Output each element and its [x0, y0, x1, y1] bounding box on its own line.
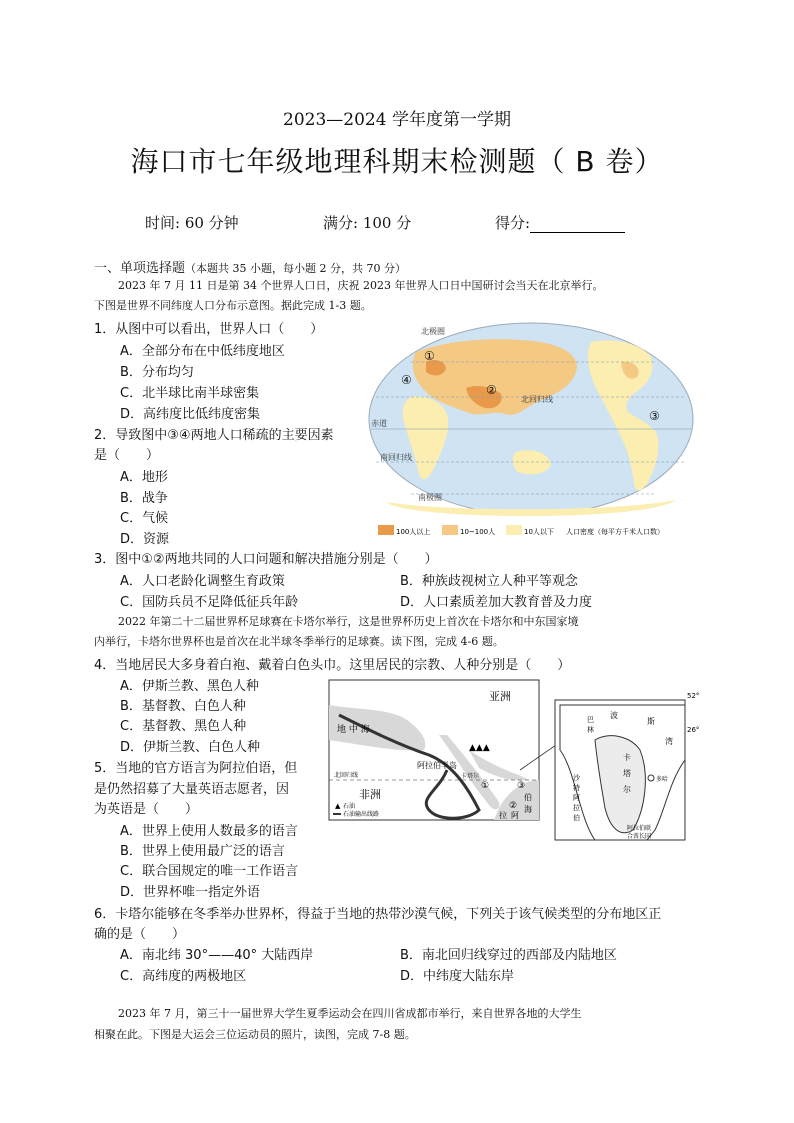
- intro3-line2: 相聚在此。下图是大运会三位运动员的照片，读图，完成 7-8 题。: [94, 1028, 416, 1041]
- q5-option-b[interactable]: B．世界上使用最广泛的语言: [120, 844, 285, 859]
- q6-option-d[interactable]: D．中纬度大陆东岸: [400, 969, 515, 984]
- intro1-line2: 下图是世界不同纬度人口分布示意图。据此完成 1-3 题。: [94, 299, 372, 312]
- inset-gulf-3: 湾: [665, 737, 673, 746]
- q2-option-b[interactable]: B．战争: [120, 491, 168, 506]
- q3-stem: 3．图中①②两地共同的人口问题和解决措施分别是（ ）: [94, 552, 438, 567]
- q3-option-c[interactable]: C．国防兵员不足降低征兵年龄: [120, 595, 299, 610]
- sea-label-b: 拉: [499, 811, 507, 820]
- q2-stem: 2．导致图中③④两地人口稀疏的主要因素: [94, 428, 334, 443]
- inset-gulf-2: 斯: [647, 717, 655, 726]
- marker-3: ③: [649, 409, 660, 423]
- sea-label-d: 海: [524, 805, 532, 814]
- exam-title: 海口市七年级地理科期末检测题（ B 卷）: [130, 145, 664, 178]
- map-connector: [520, 740, 560, 780]
- oil-icon: ▲▲▲: [469, 743, 490, 753]
- inset-name-1: 卡: [623, 753, 631, 762]
- intro2-line2: 内举行，卡塔尔世界杯也是首次在北半球冬季举行的足球赛。读下图，完成 4-6 题。: [94, 635, 504, 648]
- world-population-map: [366, 322, 696, 542]
- legend-mid: 10~100人: [460, 528, 496, 536]
- section-title: [94, 257, 406, 276]
- exam-term: 2023—2024 学年度第一学期: [283, 110, 511, 130]
- q6-stem-cont: 确的是（ ）: [94, 927, 186, 942]
- antarctic-label: 南极圈: [418, 493, 442, 502]
- asia-label: 亚洲: [489, 690, 511, 703]
- q2-option-d[interactable]: D．资源: [120, 532, 170, 547]
- inset-name-2: 塔: [623, 769, 631, 778]
- intro1-line1: 2023 年 7 月 11 日是第 34 个世界人口日，庆祝 2023 年世界人口日中国研讨会当天在北京举行。: [118, 279, 604, 292]
- qatar-inset-map: [555, 692, 700, 842]
- legend-oil: 石油: [343, 803, 356, 810]
- q5-stem-cont1: 是仍然招募了大量英语志愿者，因: [94, 782, 290, 797]
- q6-option-b[interactable]: B．南北回归线穿过的西部及内陆地区: [400, 948, 617, 963]
- connector-line: [520, 745, 556, 770]
- inset-lat1: 52°: [687, 692, 700, 700]
- arab-label: 阿拉伯半岛: [417, 761, 457, 770]
- section-note: （本题共 35 小题，每小题 2 分，共 70 分）: [185, 262, 406, 275]
- sea-label-c: 伯: [524, 793, 532, 802]
- legend-high: 100人以上: [396, 528, 431, 536]
- inset-uae-1: 阿拉伯联: [627, 825, 652, 832]
- qatar-label: 卡塔尔: [461, 773, 480, 780]
- marker-2: ②: [486, 383, 497, 397]
- middle-east-map: [329, 680, 539, 820]
- sea-label-a: 阿: [511, 811, 519, 820]
- q2-option-c[interactable]: C．气候: [120, 511, 169, 526]
- q3-option-b[interactable]: B．种族歧视树立人种平等观念: [400, 574, 578, 589]
- q6-option-a[interactable]: A．南北纬 30°——40° 大陆西岸: [120, 948, 314, 963]
- med-label: 地 中 海: [337, 725, 370, 735]
- legend-mid-swatch: [442, 525, 458, 535]
- intro2-line1: 2022 年第二十二届世界杯足球赛在卡塔尔举行，这是世界杯历史上首次在卡塔尔和中东国家境: [118, 615, 579, 628]
- inset-sa-1: 沙: [573, 774, 580, 782]
- marker-route-3: ③: [517, 781, 526, 791]
- equator-label: 赤道: [371, 419, 387, 428]
- q5-option-d[interactable]: D．世界杯唯一指定外语: [120, 885, 261, 900]
- q1-option-d[interactable]: D．高纬度比低纬度密集: [120, 407, 261, 422]
- exam-time: 时间: 60 分钟: [145, 214, 239, 232]
- africa-label: 非洲: [359, 788, 381, 801]
- q2-option-a[interactable]: A．地形: [120, 470, 168, 485]
- q3-option-a[interactable]: A．人口老龄化调整生育政策: [120, 574, 285, 589]
- arctic-label: 北极圈: [421, 327, 445, 336]
- q6-option-c[interactable]: C．高纬度的两极地区: [120, 969, 247, 984]
- q1-option-b[interactable]: B．分布均匀: [120, 365, 194, 380]
- legend-unit: 人口密度（每平方千米人口数）: [566, 528, 664, 536]
- tropic-s-label: 南回归线: [380, 453, 412, 462]
- legend-low: 10人以下: [524, 528, 554, 536]
- marker-route-2: ②: [509, 801, 518, 811]
- inset-bahrain-1: 巴: [587, 716, 594, 724]
- q4-option-d[interactable]: D．伊斯兰教、白色人种: [120, 740, 261, 755]
- inset-name-3: 尔: [623, 785, 631, 794]
- legend-high-swatch: [378, 525, 394, 535]
- score-label: 得分:: [495, 214, 531, 232]
- exam-full-score: 满分: 100 分: [323, 214, 412, 232]
- inset-uae-2: 合酋长国: [627, 833, 652, 840]
- q3-option-d[interactable]: D．人口素质差加大教育普及力度: [400, 595, 593, 610]
- inset-sa-4: 拉: [573, 804, 580, 812]
- score-blank[interactable]: [530, 218, 625, 233]
- inset-bahrain-2: 林: [587, 726, 594, 734]
- legend-oil-icon: ▲: [335, 802, 341, 810]
- q1-option-a[interactable]: A．全部分布在中低纬度地区: [120, 344, 285, 359]
- exam-score: [495, 212, 625, 233]
- legend-route: 石油输出线路: [343, 811, 380, 818]
- q5-option-c[interactable]: C．联合国规定的唯一工作语言: [120, 864, 299, 879]
- legend-low-swatch: [506, 525, 522, 535]
- q4-option-b[interactable]: B．基督教、白色人种: [120, 699, 246, 714]
- intro3-line1: 2023 年 7 月，第三十一届世界大学生夏季运动会在四川省成都市举行，来自世界各地的大学生: [118, 1007, 582, 1020]
- inset-sa-3: 阿: [573, 794, 580, 802]
- inset-capital: 多哈: [656, 776, 669, 783]
- q4-option-c[interactable]: C．基督教、黑色人种: [120, 719, 247, 734]
- marker-4: ④: [401, 373, 412, 387]
- inset-lat2: 26°: [687, 726, 700, 734]
- q5-stem-cont2: 为英语是（ ）: [94, 802, 199, 817]
- section-heading: 一、单项选择题: [94, 261, 186, 276]
- marker-route-1: ①: [481, 781, 490, 791]
- q5-option-a[interactable]: A．世界上使用人数最多的语言: [120, 824, 298, 839]
- q1-option-c[interactable]: C．北半球比南半球密集: [120, 386, 260, 401]
- q6-stem: 6．卡塔尔能够在冬季举办世界杯，得益于当地的热带沙漠气候，下列关于该气候类型的分布地区正: [94, 907, 662, 922]
- tropic-label: 北回归线: [334, 772, 359, 779]
- q4-option-a[interactable]: A．伊斯兰教、黑色人种: [120, 679, 259, 694]
- q1-stem: 1．从图中可以看出，世界人口（ ）: [94, 322, 324, 337]
- inset-gulf-1: 波: [610, 711, 618, 720]
- q2-stem-cont: 是（ ）: [94, 448, 160, 463]
- inset-sa-2: 特: [573, 784, 580, 792]
- q4-stem: 4．当地居民大多身着白袍、戴着白色头巾。这里居民的宗教、人种分别是（ ）: [94, 658, 571, 673]
- tropic-n-label: 北回归线: [521, 395, 553, 404]
- q5-stem: 5．当地的官方语言为阿拉伯语，但: [94, 761, 298, 776]
- inset-sa-5: 伯: [573, 814, 580, 822]
- marker-1: ①: [424, 349, 435, 363]
